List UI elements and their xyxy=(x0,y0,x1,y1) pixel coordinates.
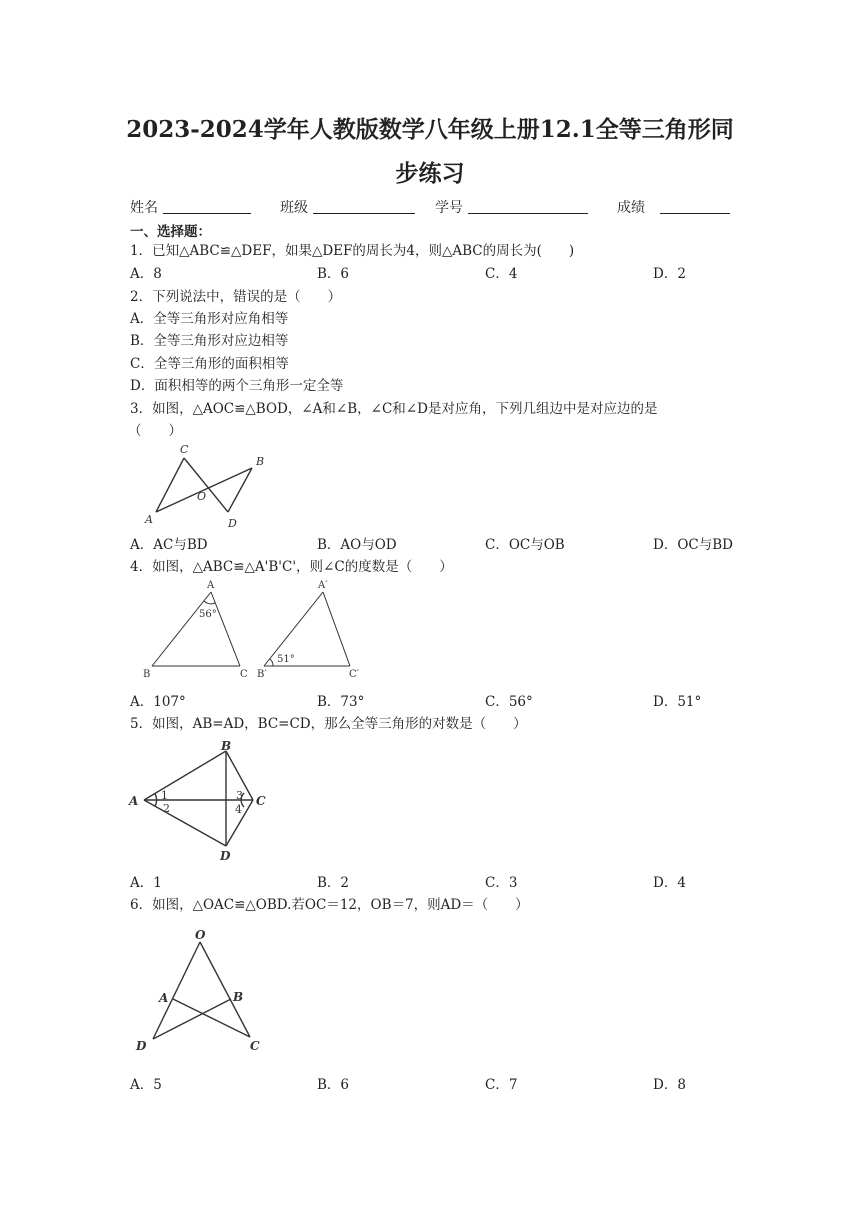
q5-stem: 5．如图，AB=AD，BC=CD，那么全等三角形的对数是（ ） xyxy=(130,716,527,732)
name-label: 姓名 xyxy=(130,200,158,216)
q6-figure xyxy=(130,922,280,1057)
section-title: 一、选择题： xyxy=(130,224,211,240)
q4-label-c: C xyxy=(240,669,248,680)
q6-label-b: B xyxy=(233,990,244,1004)
q5-angle-3: 3 xyxy=(236,789,243,802)
q5-angle-2: 2 xyxy=(163,802,170,815)
q3-label-d: D xyxy=(228,517,237,530)
q4-label-b-prime: B′ xyxy=(257,669,267,680)
q2-choice-a[interactable]: A．全等三角形对应角相等 xyxy=(130,311,289,327)
q4-angle-b-prime-value: 51° xyxy=(277,654,295,665)
q4-angle-a-value: 56° xyxy=(199,609,217,620)
q3-label-a: A xyxy=(145,513,153,526)
q3-label-c: C xyxy=(180,443,189,456)
q5-label-a: A xyxy=(129,794,139,808)
q1-option-a[interactable]: A．8 xyxy=(130,266,162,282)
q4-label-a-prime: A′ xyxy=(318,580,328,591)
class-label: 班级 xyxy=(280,200,308,216)
q3-label-b: B xyxy=(256,455,265,468)
q4-label-c-prime: C′ xyxy=(349,669,359,680)
q5-option-b[interactable]: B．2 xyxy=(317,875,350,891)
q3-figure xyxy=(140,440,280,535)
q1-option-d[interactable]: D．2 xyxy=(653,266,686,282)
q6-option-b[interactable]: B．6 xyxy=(317,1077,350,1093)
q6-option-a[interactable]: A．5 xyxy=(130,1077,162,1093)
q5-figure xyxy=(125,740,275,865)
q5-option-c[interactable]: C．3 xyxy=(485,875,518,891)
page-title-line-2: 步练习 xyxy=(395,160,465,187)
q6-label-d: D xyxy=(136,1039,147,1053)
q5-option-d[interactable]: D．4 xyxy=(653,875,686,891)
q4-option-d[interactable]: D．51° xyxy=(653,694,702,710)
q6-option-c[interactable]: C．7 xyxy=(485,1077,518,1093)
q4-label-a: A xyxy=(207,580,215,591)
q3-label-o: O xyxy=(197,490,207,503)
q5-angle-4: 4 xyxy=(235,803,242,816)
q2-choice-d[interactable]: D．面积相等的两个三角形一定全等 xyxy=(130,378,344,394)
q6-stem: 6．如图，△OAC≌△OBD.若OC＝12，OB＝7，则AD＝（ ） xyxy=(130,897,529,913)
score-blank[interactable] xyxy=(660,213,730,214)
q2-choice-b[interactable]: B．全等三角形对应边相等 xyxy=(130,333,289,349)
id-blank[interactable] xyxy=(468,213,588,214)
q6-label-o: O xyxy=(195,928,206,942)
q3-stem: 3．如图，△AOC≌△BOD，∠A和∠B，∠C和∠D是对应角，下列几组边中是对应边的是 xyxy=(130,401,658,417)
score-label: 成绩 xyxy=(617,200,645,216)
q1-option-b[interactable]: B．6 xyxy=(317,266,350,282)
q4-option-b[interactable]: B．73° xyxy=(317,694,365,710)
q5-label-d: D xyxy=(220,849,231,863)
q5-angle-1: 1 xyxy=(161,789,168,802)
q2-stem: 2．下列说法中，错误的是（ ） xyxy=(130,289,342,305)
q1-stem: 1．已知△ABC≌△DEF，如果△DEF的周长为4，则△ABC的周长为( ) xyxy=(130,243,575,259)
q4-label-b: B xyxy=(143,669,151,680)
q3-option-c[interactable]: C．OC与OB xyxy=(485,537,565,553)
student-info-row xyxy=(130,197,740,217)
name-blank[interactable] xyxy=(163,213,251,214)
q4-options xyxy=(130,693,750,711)
q5-option-a[interactable]: A．1 xyxy=(130,875,162,891)
q3-option-b[interactable]: B．AO与OD xyxy=(317,537,397,553)
q6-options xyxy=(130,1076,750,1094)
q5-options xyxy=(130,874,750,892)
class-blank[interactable] xyxy=(313,213,415,214)
q3-stem-continued: （ ） xyxy=(128,423,182,439)
q3-option-d[interactable]: D．OC与BD xyxy=(653,537,733,553)
q3-options xyxy=(130,536,750,554)
id-label: 学号 xyxy=(435,200,463,216)
q6-option-d[interactable]: D．8 xyxy=(653,1077,686,1093)
q4-figure xyxy=(140,578,390,688)
q2-choice-c[interactable]: C．全等三角形的面积相等 xyxy=(130,356,289,372)
q1-option-c[interactable]: C．4 xyxy=(485,266,518,282)
q4-stem: 4．如图，△ABC≌△A'B'C'，则∠C的度数是（ ） xyxy=(130,559,453,575)
q5-label-b: B xyxy=(221,740,232,753)
page-title-line-1: 2023-2024学年人教版数学八年级上册12.1全等三角形同 xyxy=(126,116,734,143)
q4-option-a[interactable]: A．107° xyxy=(130,694,186,710)
q6-label-a: A xyxy=(159,991,169,1005)
q6-label-c: C xyxy=(250,1039,260,1053)
q5-label-c: C xyxy=(256,794,266,808)
q1-options xyxy=(130,265,750,283)
q3-option-a[interactable]: A．AC与BD xyxy=(130,537,208,553)
q4-option-c[interactable]: C．56° xyxy=(485,694,533,710)
